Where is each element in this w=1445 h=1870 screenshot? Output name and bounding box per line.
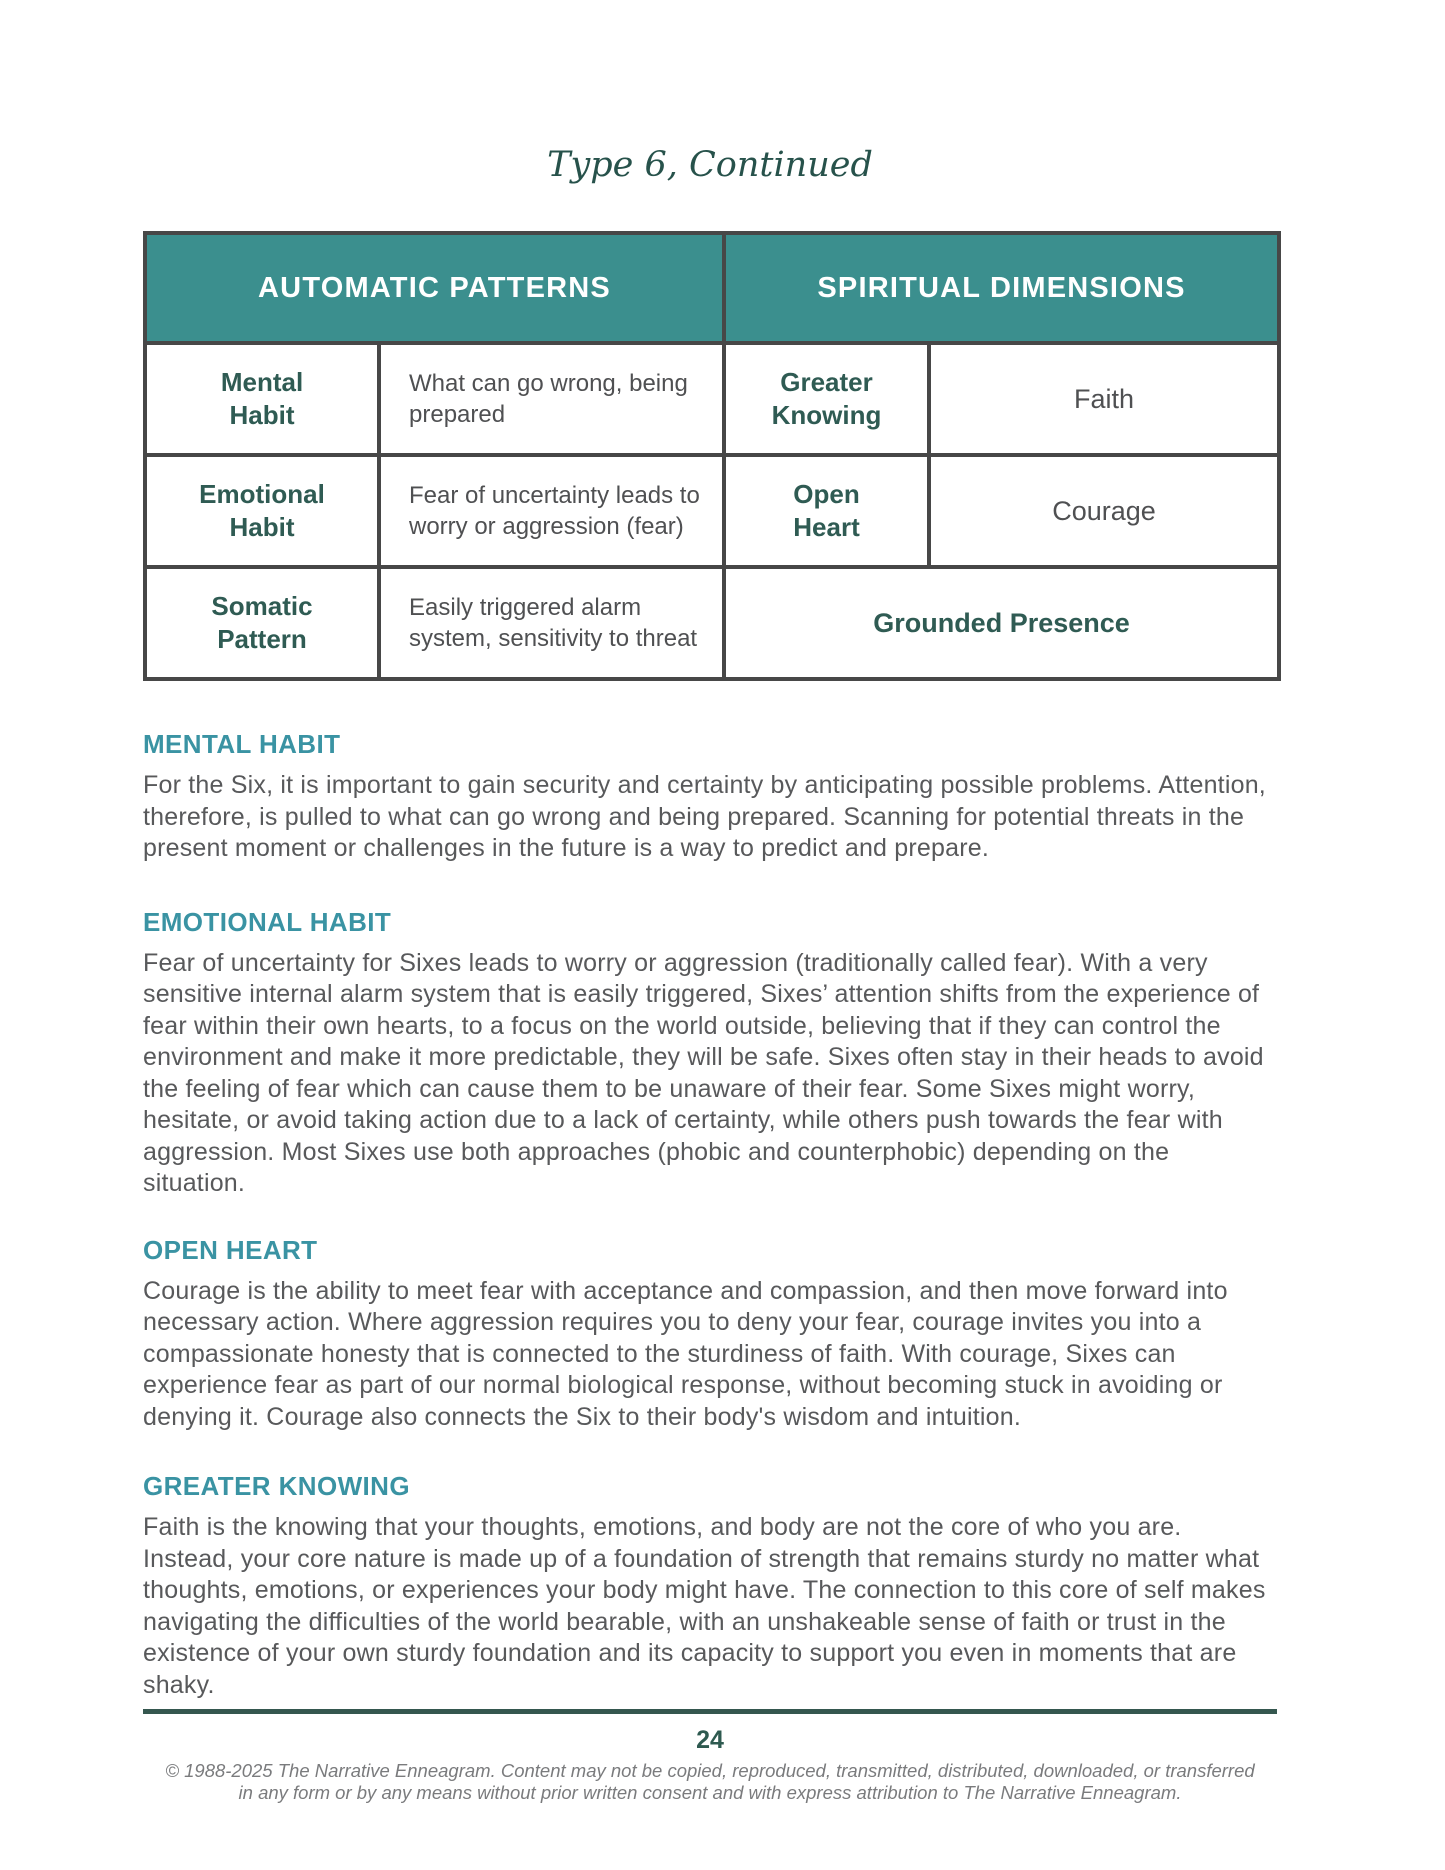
table-row bbox=[145, 567, 1279, 679]
section-body-emotional-habit: Fear of uncertainty for Sixes leads to worry or aggression (traditionally called fear). With a very sensitive internal alarm system that is easily triggered, Sixes’ attention shifts from the experience of fear within their own hearts, to a focus on the world outside, believing that if they can control the environment and make it more predictable, they will be safe. Sixes often stay in their heads to avoid the feeling of fear which can cause them to be unaware of their fear. Some Sixes might worry, hesitate, or avoid taking action due to a lack of certainty, while others push towards the fear with aggression. Most Sixes use both approaches (phobic and counterphobic) depending on the situation. bbox=[143, 948, 1264, 1197]
section-heading-mental-habit: MENTAL HABIT bbox=[143, 729, 341, 759]
section-body-greater-knowing: Faith is the knowing that your thoughts, emotions, and body are not the core of who you are. Instead, your core nature is made up of a foundation of strength that remains sturdy no matter what thoughts, emotions, or experiences your body might have. The connection to this core of self makes navigating the difficulties of the world bearable, with an unshakeable sense of faith or trust in the existence of your own sturdy foundation and its capacity to support you even in moments that are shaky. bbox=[143, 1513, 1266, 1699]
section-mental-habit bbox=[143, 729, 1277, 865]
greater-knowing-label: Greater Knowing bbox=[724, 343, 929, 455]
footer-divider bbox=[143, 1709, 1277, 1714]
section-heading-greater-knowing: GREATER KNOWING bbox=[143, 1471, 410, 1501]
section-greater-knowing bbox=[143, 1471, 1277, 1701]
table-row bbox=[145, 455, 1279, 567]
copyright-notice bbox=[143, 1760, 1277, 1803]
section-heading-open-heart: OPEN HEART bbox=[143, 1234, 318, 1265]
section-body-mental-habit: For the Six, it is important to gain security and certainty by anticipating possible problems. Attention, therefore, is pulled to what can go wrong and being prepared. Scanning for potential threats in the present moment or challenges in the future is a way to predict and prepare. bbox=[143, 771, 1266, 862]
section-heading-emotional-habit: EMOTIONAL HABIT bbox=[143, 906, 392, 937]
open-heart-label: Open Heart bbox=[724, 455, 929, 567]
mental-habit-label: Mental Habit bbox=[145, 343, 379, 455]
emotional-habit-description: Fear of uncertainty leads to worry or aggression (fear) bbox=[379, 455, 724, 567]
table-header-row bbox=[145, 233, 1279, 343]
grounded-presence-value: Grounded Presence bbox=[724, 567, 1279, 679]
column-header-automatic-patterns: AUTOMATIC PATTERNS bbox=[145, 233, 724, 343]
page-content bbox=[143, 0, 1277, 1803]
section-emotional-habit bbox=[143, 907, 1277, 1200]
section-open-heart bbox=[143, 1235, 1277, 1434]
somatic-pattern-label: Somatic Pattern bbox=[145, 567, 379, 679]
open-heart-value: Courage bbox=[929, 455, 1279, 567]
patterns-dimensions-table bbox=[143, 231, 1281, 681]
page-number: 24 bbox=[696, 1726, 724, 1754]
column-header-spiritual-dimensions: SPIRITUAL DIMENSIONS bbox=[724, 233, 1279, 343]
copyright-line-1: © 1988-2025 The Narrative Enneagram. Content may not be copied, reproduced, transmitted, distributed, downloaded, or transferred bbox=[165, 1760, 1255, 1781]
somatic-pattern-description: Easily triggered alarm system, sensitivity to threat bbox=[379, 567, 724, 679]
section-body-open-heart: Courage is the ability to meet fear with acceptance and compassion, and then move forward into necessary action. Where aggression requires you to deny your fear, courage invites you into a compassionate honesty that is connected to the sturdiness of faith. With courage, Sixes can experience fear as part of our normal biological response, without becoming stuck in avoiding or denying it. Courage also connects the Six to their body's wisdom and intuition. bbox=[143, 1276, 1228, 1431]
emotional-habit-label: Emotional Habit bbox=[145, 455, 379, 567]
copyright-line-2: in any form or by any means without prior written consent and with express attribution to The Narrative Enneagram. bbox=[238, 1781, 1182, 1803]
mental-habit-description: What can go wrong, being prepared bbox=[379, 343, 724, 455]
page-title: Type 6, Continued bbox=[547, 145, 873, 185]
table-row bbox=[145, 343, 1279, 455]
greater-knowing-value: Faith bbox=[929, 343, 1279, 455]
